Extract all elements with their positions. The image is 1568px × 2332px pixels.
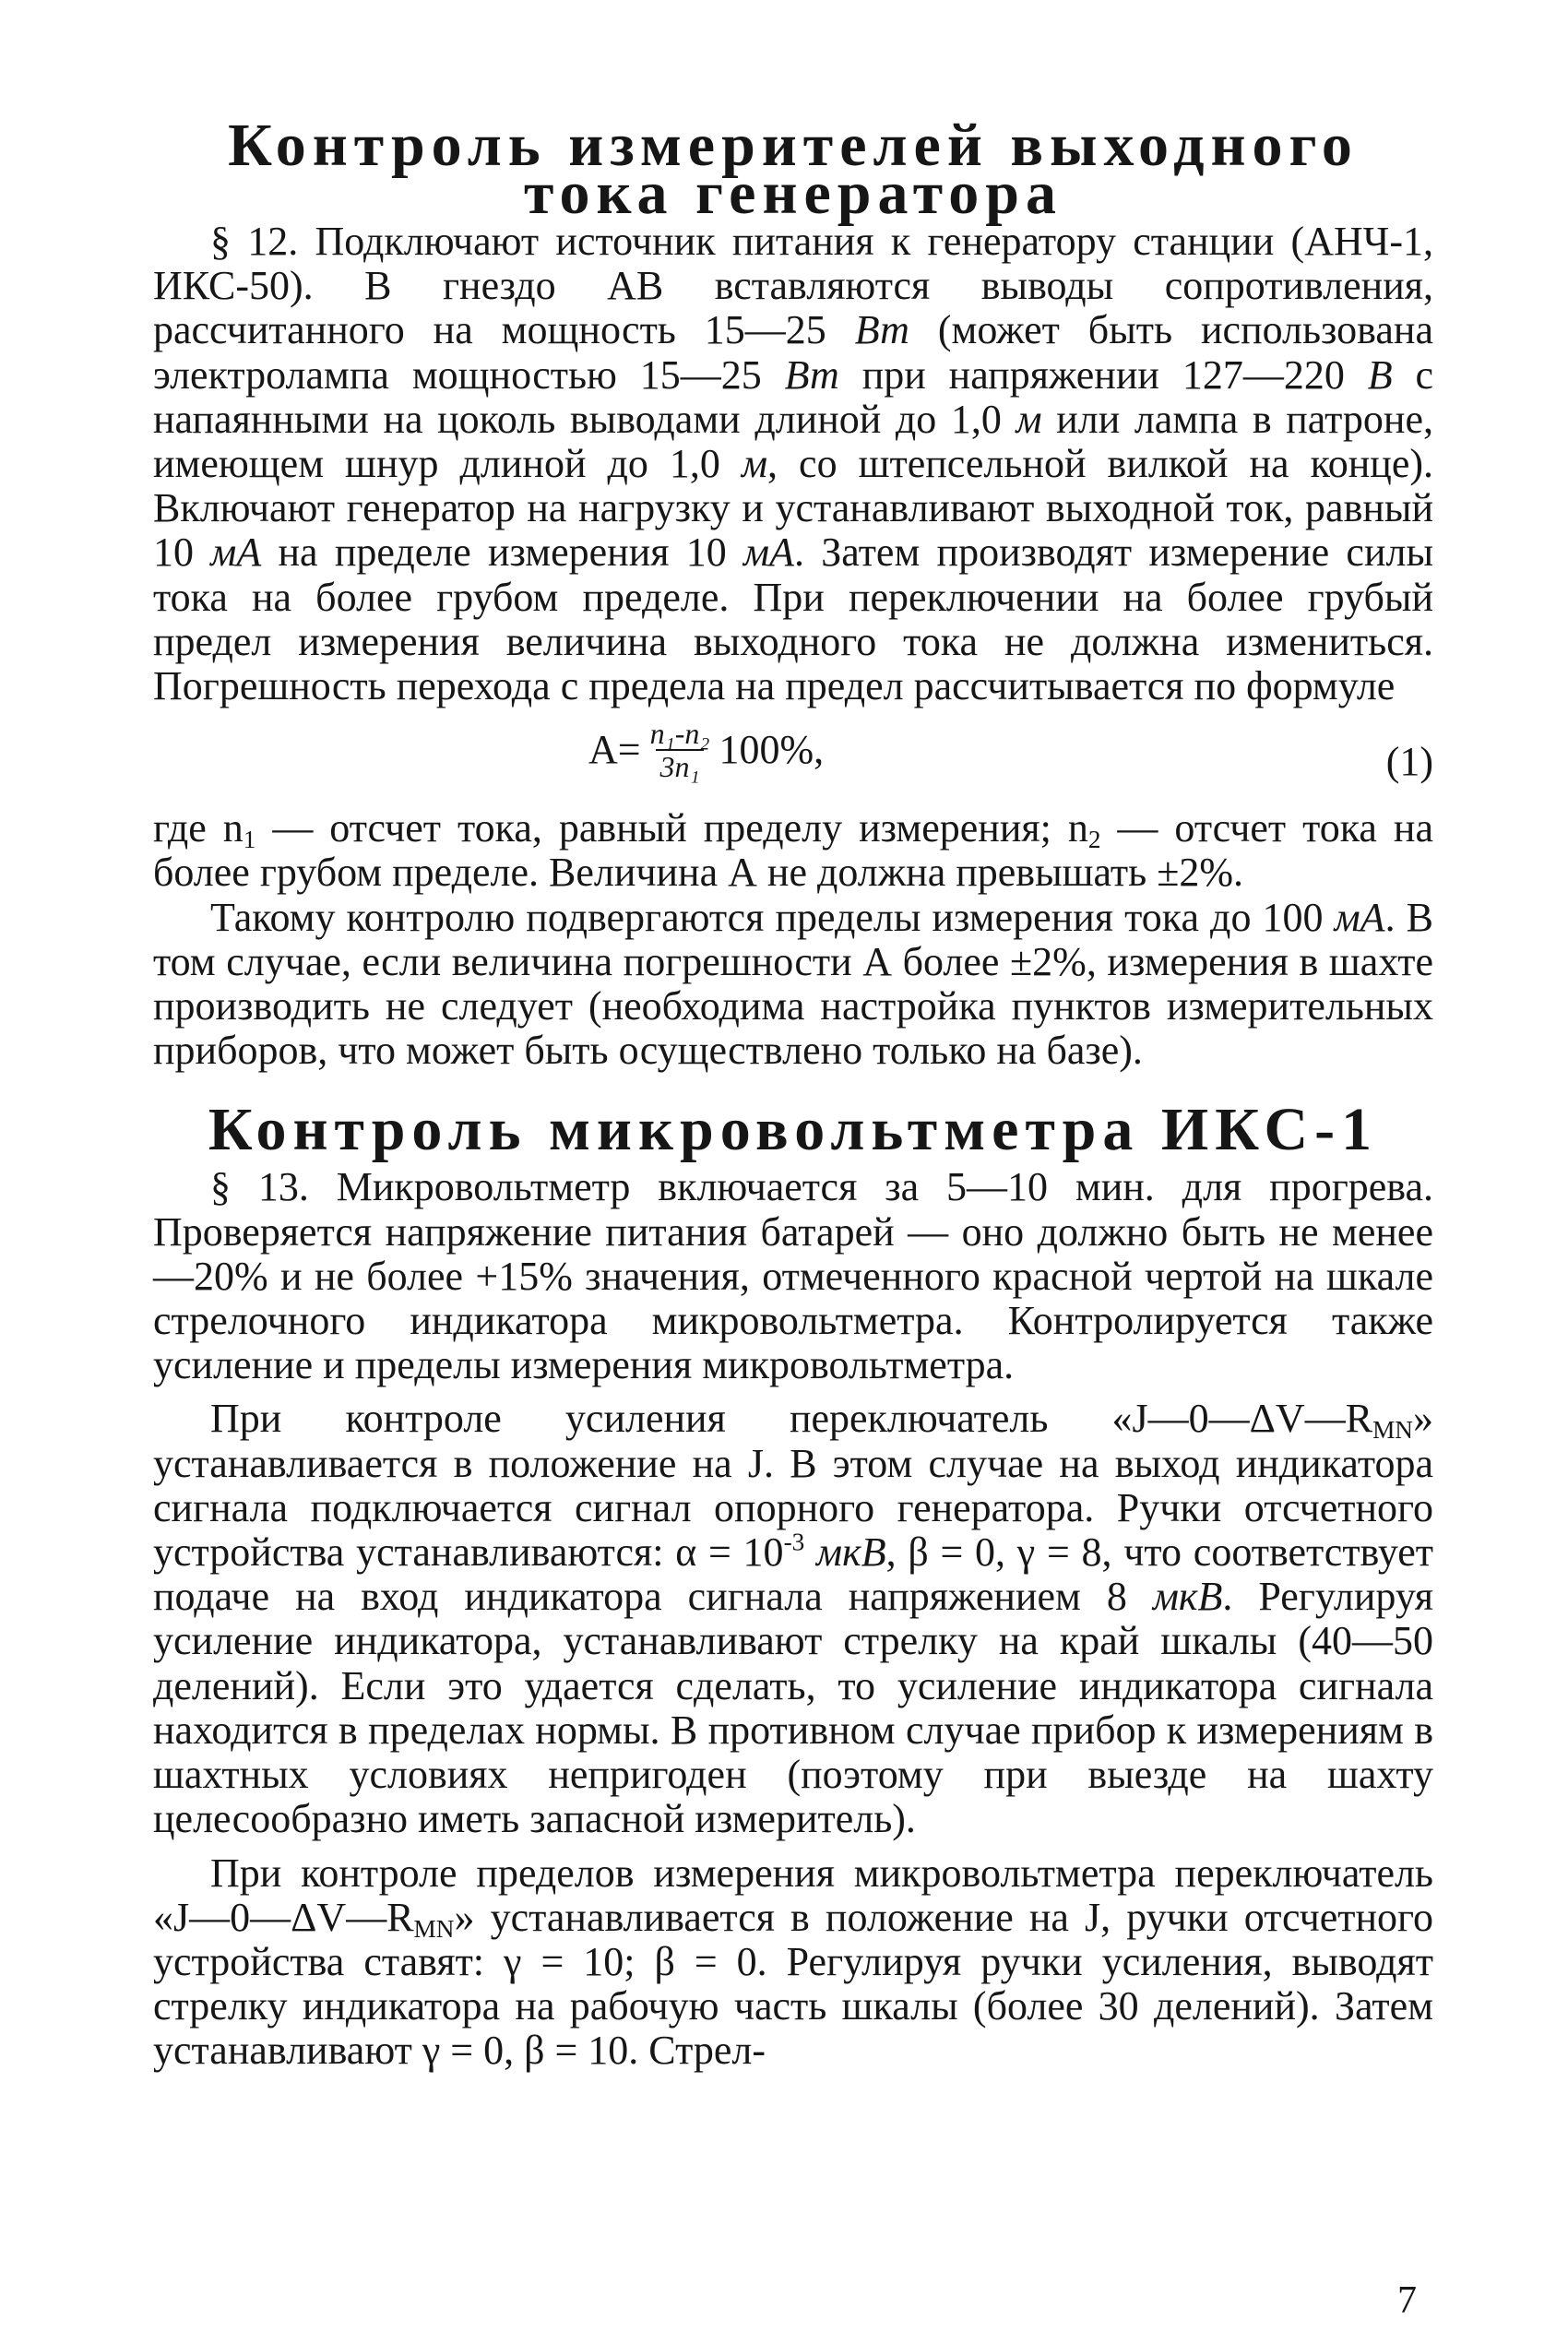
unit: мА bbox=[210, 529, 262, 576]
page-number: 7 bbox=[1397, 2279, 1417, 2322]
unit: м bbox=[741, 441, 768, 487]
subscript: MN bbox=[413, 1914, 455, 1943]
unit: мА bbox=[1334, 894, 1385, 940]
text-run: . В том случае, если величина погрешности А более ±2%, измерения в шахте производить не следует (необходима настройка пунктов измерительных приборов, что может быть осуществлено только на базе). bbox=[153, 894, 1433, 1074]
text-run: . Регулируя усиление индикатора, устанавливают стрелку на край шкалы (40—50 делений). Если это удается сделать, то усиление индикатора сигнала находится в пределах нормы. В противном случае прибор к измерениям в шахтных условиях непригоден (поэтому при выезде на шахту целесообразно иметь запасной измеритель). bbox=[153, 1574, 1433, 1842]
paragraph-limits bbox=[153, 1851, 1433, 2074]
formula-rhs: 100%, bbox=[719, 727, 825, 773]
paragraph-13: § 13. Микровольтметр включается за 5—10 мин. для прогрева. Проверяется напряжение питания батарей — оно должно быть не менее —20% и не более +15% значения, отмеченного красной чертой на шкале стрелочного индикатора микровольтметра. Контролируется также усиление и пределы измерения микровольтметра. bbox=[153, 1164, 1433, 1388]
text-run: Такому контролю подвергаются пределы измерения тока до 100 bbox=[210, 894, 1335, 940]
equation-number: (1) bbox=[1385, 739, 1433, 785]
paragraph-12 bbox=[153, 220, 1433, 708]
text-run bbox=[804, 1529, 816, 1575]
text-run: » устанавливается в положение на J, ручки отсчетного устройства ставят: γ = 10; β = 0. Регулируя ручки усиления, выводят стрелку индикатора на рабочую часть шкалы (более 30 делений). Затем устанавливают γ = 0, β = 10. Стрел- bbox=[153, 1894, 1433, 2074]
text-run: с напаянными на цоколь выводами длиной до 1,0 bbox=[153, 351, 1433, 442]
text-run: § 12. Подключают источник питания к генератору станции (АНЧ-1, ИКС-50). В гнездо АВ вставляются выводы сопротивления, рассчитанного на мощность 15—25 bbox=[153, 219, 1433, 353]
formula-numerator: n₁-n₂ bbox=[649, 717, 710, 751]
text-run: — отсчет тока на более грубом пределе. Величина А не должна превышать ±2%. bbox=[153, 805, 1434, 896]
unit: мкВ bbox=[1152, 1574, 1223, 1620]
subscript: 2 bbox=[1087, 826, 1101, 854]
text-run: — отсчет тока, равный пределу измерения; n bbox=[255, 805, 1088, 851]
subscript: 1 bbox=[243, 826, 256, 854]
formula bbox=[588, 718, 824, 782]
section-heading-generator: Контроль измерителей выходного тока генератора bbox=[228, 112, 1359, 227]
text-run: » устанавливается в положение на J. В этом случае на выход индикатора сигнала подключается сигнал опорного генератора. Ручки отсчетного устройства устанавливаются: α = 10 bbox=[153, 1396, 1433, 1576]
unit: м bbox=[1016, 396, 1042, 442]
formula-fraction bbox=[647, 718, 714, 782]
text-run: (может быть использована электролампа мощностью 15—25 bbox=[153, 307, 1433, 398]
text-run: При контроле пределов измерения микровольтметра переключатель «J—0—ΔV—R bbox=[153, 1850, 1433, 1940]
subscript: MN bbox=[1372, 1416, 1413, 1445]
unit: Вт bbox=[854, 307, 909, 353]
text-run: При контроле усиления переключатель «J—0—ΔV—R bbox=[210, 1396, 1373, 1442]
formula-row bbox=[153, 712, 1433, 804]
text-run: на пределе измерения 10 bbox=[261, 529, 744, 576]
text-run: при напряжении 127—220 bbox=[838, 351, 1368, 398]
unit: В bbox=[1367, 351, 1393, 398]
formula-denominator: 3n₁ bbox=[656, 749, 703, 782]
superscript: -3 bbox=[783, 1528, 805, 1556]
unit: мА bbox=[743, 529, 794, 576]
paragraph-gain bbox=[153, 1397, 1433, 1841]
text-run: где n bbox=[153, 805, 244, 851]
text-run: . Затем производят измерение силы тока на более грубом пределе. При переключении на более грубый предел измерения величина выходного тока не должна измениться. Погрешность перехода с предела на предел рассчитывается по формуле bbox=[153, 529, 1434, 709]
paragraph-where bbox=[153, 806, 1433, 895]
text-run: или лампа в патроне, имеющем шнур длиной до 1,0 bbox=[153, 396, 1434, 487]
text-column bbox=[153, 112, 1434, 2074]
text-run: , β = 0, γ = 8, что соответствует подаче на вход индикатора сигнала напряжением 8 bbox=[153, 1529, 1433, 1620]
formula-lhs: A= bbox=[588, 727, 641, 773]
section-heading-microvoltmeter: Контроль микровольтметра ИКС-1 bbox=[208, 1096, 1379, 1164]
paragraph-control bbox=[153, 896, 1433, 1074]
text-run: , со штепсельной вилкой на конце). Включают генератор на нагрузку и устанавливают выходной ток, равный 10 bbox=[153, 441, 1434, 576]
unit: мкВ bbox=[816, 1529, 886, 1576]
unit: Вт bbox=[784, 351, 839, 398]
